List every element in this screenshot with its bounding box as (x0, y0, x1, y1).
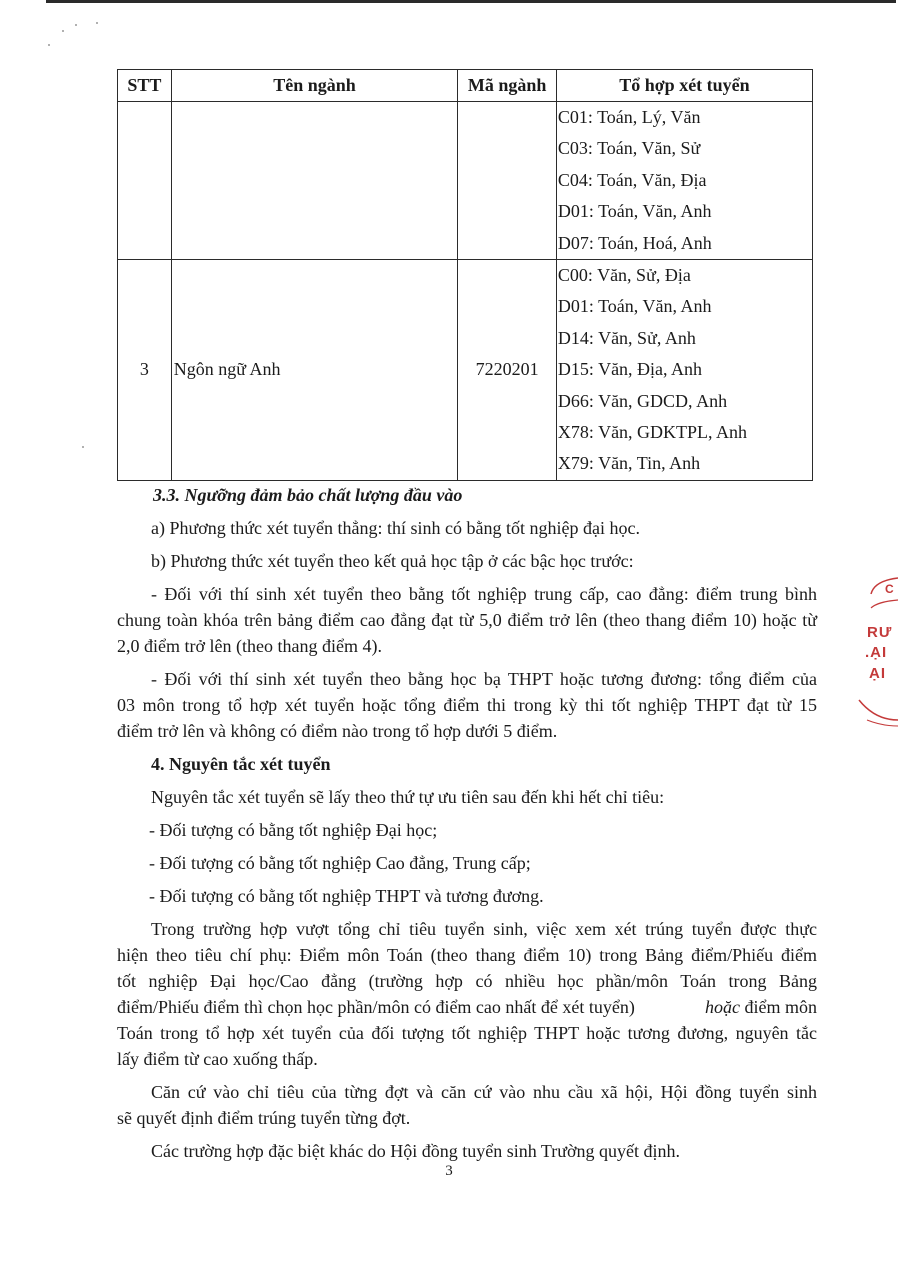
paragraph-text: điểm/Phiếu điểm thì chọn học phần/môn có điểm cao nhất để xét tuyển) (117, 997, 635, 1017)
paragraph-line: Toán trong tổ hợp xét tuyển của đối tượng tốt nghiệp THPT hoặc tương đương, nguyên tắc (117, 1023, 817, 1043)
combination-item: C03: Toán, Văn, Sử (557, 138, 701, 159)
paragraph-line: 2,0 điểm trở lên (theo thang điểm 4). (117, 636, 382, 656)
scan-speck (75, 24, 77, 26)
paragraph-item-b: b) Phương thức xét tuyển theo kết quả học tập ở các bậc học trước: (151, 551, 634, 571)
cell-major-code (458, 102, 557, 260)
cell-combinations (556, 102, 812, 260)
cell-major-code: 7220201 (458, 259, 557, 480)
table-row (118, 102, 813, 260)
paragraph-line: 03 môn trong tổ hợp xét tuyển hoặc tổng điểm thi trong kỳ thi tốt nghiệp THPT đạt từ 15 (117, 695, 817, 715)
paragraph-special-cases: Các trường hợp đặc biệt khác do Hội đồng tuyển sinh Trường quyết định. (151, 1141, 681, 1161)
paragraph-intro: Nguyên tắc xét tuyển sẽ lấy theo thứ tự ưu tiên sau đến khi hết chỉ tiêu: (151, 787, 665, 807)
combination-item: C01: Toán, Lý, Văn (557, 107, 701, 127)
combination-item: C04: Toán, Văn, Địa (557, 169, 707, 190)
combination-item: D01: Toán, Văn, Anh (557, 296, 712, 317)
combination-item: X79: Văn, Tin, Anh (557, 453, 701, 474)
combination-item: C00: Văn, Sử, Địa (557, 264, 691, 285)
seal-text: ẠI (869, 665, 886, 682)
list-item: - Đối tượng có bằng tốt nghiệp Đại học; (149, 820, 438, 840)
header-major-name: Tên ngành (171, 70, 458, 102)
table-row (118, 259, 813, 480)
seal-text: RƯ (867, 624, 893, 641)
paragraph-text: điểm môn (744, 997, 817, 1017)
paragraph-line: Căn cứ vào chỉ tiêu của từng đợt và căn cứ vào nhu cầu xã hội, Hội đồng tuyển sinh (151, 1082, 817, 1102)
top-border-line (46, 0, 896, 3)
cell-stt (118, 102, 172, 260)
scan-speck (62, 30, 64, 32)
cell-major-name: Ngôn ngữ Anh (171, 259, 458, 480)
seal-text: C (885, 582, 895, 596)
paragraph-item-a: a) Phương thức xét tuyển thẳng: thí sinh có bằng tốt nghiệp đại học. (151, 518, 640, 538)
combination-item: D14: Văn, Sử, Anh (557, 327, 696, 348)
cell-stt: 3 (118, 259, 172, 480)
cell-combinations (556, 259, 812, 480)
combination-item: D66: Văn, GDCD, Anh (557, 390, 728, 411)
combination-item: D01: Toán, Văn, Anh (557, 201, 712, 222)
paragraph-line: hiện theo tiêu chí phụ: Điểm môn Toán (theo thang điểm 10) trong Bảng điểm/Phiếu điểm (117, 945, 817, 965)
table-header-row (118, 70, 813, 102)
section-heading-4: 4. Nguyên tắc xét tuyển (151, 754, 331, 774)
scan-speck (96, 22, 98, 24)
paragraph-line: sẽ quyết định điểm trúng tuyển từng đợt. (117, 1108, 411, 1128)
header-major-code: Mã ngành (458, 70, 557, 102)
paragraph-line: tốt nghiệp Đại học/Cao đẳng (trường hợp có nhiều học phần/môn Toán trong Bảng (117, 971, 817, 991)
paragraph-line: lấy điểm từ cao xuống thấp. (117, 1049, 318, 1069)
section-heading-3-3: 3.3. Ngưỡng đảm bảo chất lượng đầu vào (153, 485, 463, 505)
emphasis-text: hoặc (705, 997, 740, 1017)
paragraph-line: điểm trở lên và không có điểm nào trong tổ hợp dưới 5 điểm. (117, 721, 558, 741)
header-stt: STT (118, 70, 172, 102)
list-item: - Đối tượng có bằng tốt nghiệp THPT và tương đương. (149, 886, 544, 906)
paragraph-line: - Đối với thí sinh xét tuyển theo bằng học bạ THPT hoặc tương đương: tổng điểm của (151, 669, 817, 689)
paragraph-line: chung toàn khóa trên bảng điểm cao đẳng đạt từ 5,0 điểm trở lên (theo thang điểm 10) hoặc từ (117, 610, 817, 630)
red-seal-stamp (845, 570, 898, 740)
admission-table (117, 69, 813, 481)
combination-item: D15: Văn, Địa, Anh (557, 359, 703, 380)
combination-item: X78: Văn, GDKTPL, Anh (557, 421, 748, 442)
list-item: - Đối tượng có bằng tốt nghiệp Cao đẳng, Trung cấp; (149, 853, 531, 873)
paragraph-line: - Đối với thí sinh xét tuyển theo bằng tốt nghiệp trung cấp, cao đẳng: điểm trung bình (151, 584, 817, 604)
paragraph-line (117, 995, 817, 1019)
seal-text: .ẠI (865, 644, 888, 661)
paragraph-line: Trong trường hợp vượt tổng chỉ tiêu tuyển sinh, việc xem xét trúng tuyển được thực (151, 919, 817, 939)
paragraph-text (705, 995, 817, 1019)
scan-speck (48, 44, 50, 46)
cell-major-name (171, 102, 458, 260)
combination-item: D07: Toán, Hoá, Anh (557, 232, 712, 253)
page-number: 3 (445, 1163, 453, 1179)
header-subject-combination: Tổ hợp xét tuyển (556, 70, 812, 102)
scan-speck (82, 446, 84, 448)
